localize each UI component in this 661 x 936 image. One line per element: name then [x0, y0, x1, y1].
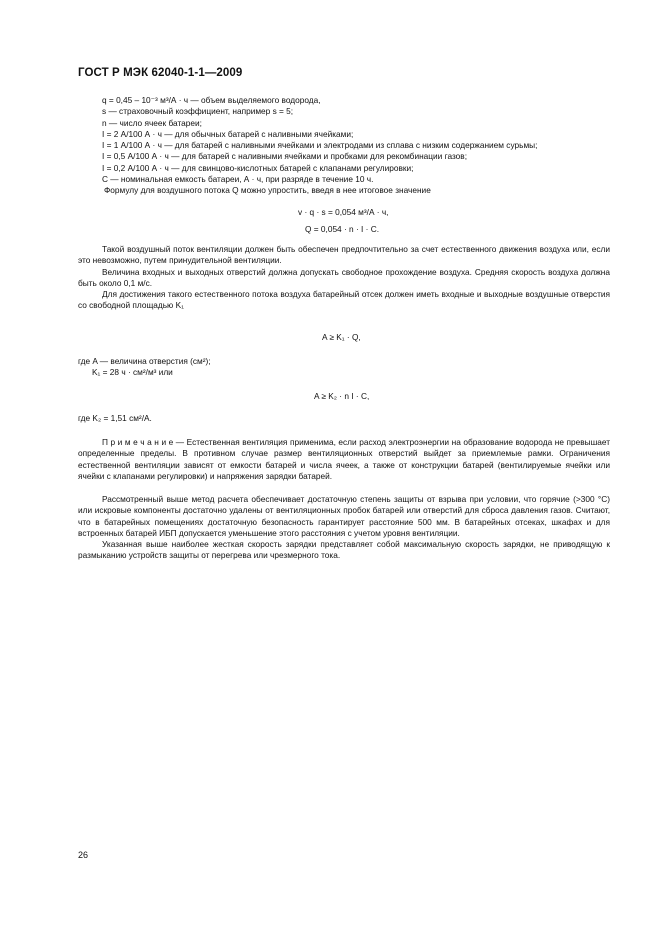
definition-item: C — номинальная емкость батареи, А · ч, при разряде в течение 10 ч.: [102, 174, 374, 185]
document-header: ГОСТ Р МЭК 62040-1-1—2009: [78, 67, 243, 79]
formula-3: A ≥ K₁ · Q,: [322, 332, 361, 342]
paragraph-text: Для достижения такого естественного потока воздуха батарейный отсек должен иметь входные и выходные воздушные отверстия со свободной площадью K₁: [78, 289, 610, 311]
k1-definition: K₁ = 28 ч · см²/м³ или: [92, 367, 173, 378]
where-a: где A — величина отверстия (см²);: [78, 356, 211, 366]
paragraph-text: Указанная выше наиболее жесткая скорость зарядки представляет собой максимальную скорость зарядки, не приводящую к размыканию устройств защиты от перегрева или чрезмерного тока.: [78, 539, 610, 561]
formula-1: v · q · s = 0,054 м³/А · ч,: [298, 207, 389, 217]
formula-intro: Формулу для воздушного потока Q можно упростить, введя в нее итоговое значение: [104, 185, 431, 196]
definitions-list: [78, 95, 610, 197]
where-k2: [78, 413, 610, 424]
definition-item: I = 2 А/100 А · ч — для обычных батарей с наливными ячейками;: [102, 128, 354, 139]
paragraph-text: Такой воздушный поток вентиляции должен быть обеспечен предпочтительно за счет естественного движения воздуха или, если это невозможно, путем принудительной вентиляции.: [78, 244, 610, 266]
definition-item: q = 0,45 – 10⁻³ м³/А · ч — объем выделяемого водорода,: [102, 95, 321, 105]
paragraph-airflow: [78, 244, 610, 312]
definition-item: I = 0,2 А/100 А · ч — для свинцово-кислотных батарей с клапанами регулировки;: [102, 162, 414, 173]
where-block: [78, 356, 610, 379]
where-k2-text: где K₂ = 1,51 см²/А.: [78, 413, 152, 423]
note-block: [78, 437, 610, 482]
definition-item: n — число ячеек батареи;: [102, 117, 202, 128]
note-label: П р и м е ч а н и е —: [102, 437, 185, 447]
formula-4: A ≥ K₂ · n I · C,: [314, 391, 370, 401]
paragraph-text: Величина входных и выходных отверстий должна допускать свободное прохождение воздуха. Средняя скорость воздуха должна быть около 0,1 м/с.: [78, 266, 610, 288]
note-text: Естественная вентиляция применима, если расход электроэнергии на образование водорода не превышает определенные пределы. В противном случае размер вентиляционных отверстий выйдет за приемлемые рамки. Ограничения естественной вентиляции зависят от емкости батарей и числа ячеек, а также от конструкции батарей (вентилируемые ячейки или ячейки с клапанами регулировки) и напряжения зарядки батарей.: [78, 437, 610, 481]
definition-item: s — страховочный коэффициент, например s = 5;: [102, 106, 294, 117]
page-number: 26: [78, 850, 89, 860]
paragraph-text: Рассмотренный выше метод расчета обеспечивает достаточную степень защиты от взрыва при условии, что горячие (>300 °С) или искровые компоненты достаточно удалены от вентиляционных пробок батарей или отверстий для сброса давления газов. Считают, что в батарейных помещениях достаточную безопасность гарантирует расстояние 500 мм. В батарейных отсеках, шкафах и для встроенных батарей ИБП допускается уменьшение этого расстояния с учетом уровня вентиляции.: [78, 494, 610, 538]
definition-item: I = 0,5 А/100 А · ч — для батарей с наливными ячейками и пробками для рекомбинации газов;: [102, 151, 467, 162]
formula-2: Q = 0,054 · n · I · C.: [305, 224, 380, 234]
paragraph-safety: [78, 494, 610, 562]
definition-item: I = 1 А/100 А · ч — для батарей с наливными ячейками и электродами из сплава с низким содержанием сурьмы;: [102, 140, 538, 151]
